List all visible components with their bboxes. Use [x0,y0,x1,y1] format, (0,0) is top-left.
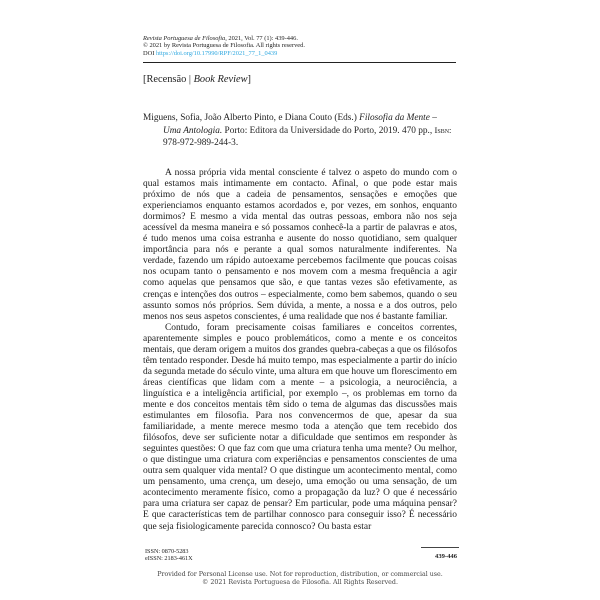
book-citation [143,112,457,149]
section-label-en: Book Review [193,74,248,85]
article-page [143,0,457,600]
open-bracket: [ [143,74,147,85]
doi-label: DOI [143,49,155,57]
body-paragraph: A nossa própria vida mental consciente é talvez o aspeto do mundo com o qual estamos mais intimamente em contacto. Afinal, o que pode estar mais próximo de nós que a cadeia de pensamentos, sensações e emoções que experienciamos enquanto estamos acordados e, por vezes, em sonhos, enquanto dormimos? E mesmo a vida mental das outras pessoas, embora não nos seja acessível da mesma maneira e só possamos conhecê-la a partir de palavras e atos, é tudo menos uma coisa estranha e ausente do nosso quotidiano, sem qualquer importância para nós e perante a qual somos naturalmente indiferentes. Na verdade, fazendo um rápido autoexame percebemos facilmente que poucas coisas nos ocupam tanto o pensamento e nos movem com a mesma frequência a agir como aquelas que pensamos que são, e que tantas vezes são efetivamente, as crenças e intenções dos outros – especialmente, como bem sabemos, quando o seu assunto somos nós próprios. Sem dúvida, a mente, a nossa e a dos outros, pelo menos nos seus aspetos conscientes, é uma realidade que nos é bastante familiar. [143,168,457,322]
book-authors: Miguens, Sofia, João Alberto Pinto, e Diana Couto (Eds.) [143,113,360,123]
journal-name: Revista Portuguesa de Filosofia [143,35,226,42]
copyright-line: © 2021 by Revista Portuguesa de Filosofia. All rights reserved. [143,42,305,50]
journal-citation-line [143,35,457,42]
license-notice [131,571,469,588]
body-paragraph: Contudo, foram precisamente coisas familiares e conceitos correntes, aparentemente simples e pouco problemáticos, como a mente e os conceitos mentais, que deram origem a muitos dos grandes quebra-cabeças a que os filósofos têm tentado responder. Desde há muito tempo, mas especialmente a partir do início da segunda metade do século vinte, uma altura em que houve um florescimento em áreas científicas que lidam com a mente – a psicologia, a neurociência, a linguística e a inteligência artificial, por exemplo –, os problemas em torno da mente e dos conceitos mentais têm sido o tema de algumas das discussões mais estimulantes em filosofia. Para nos convencermos de que, apesar da sua familiaridade, a mente merece mesmo toda a atenção que tem recebido dos filósofos, deve ser suficiente notar a dificuldade que sentimos em responder às seguintes questões: O que faz com que uma criatura tenha uma mente? Ou melhor, o que distingue uma criatura com experiências e pensamentos conscientes de uma outra sem qualquer vida mental? O que distingue um acontecimento mental, como um pensamento, uma crença, um desejo, uma emoção ou uma sensação, de um acontecimento meramente físico, como a propagação da luz? O que é necessário para uma criatura ser capaz de pensar? Em particular, pode uma máquina pensar? E que características tem de partilhar connosco para conseguir isso? É necessário que seja fisiologicamente parecida connosco? Ou basta estar [143,322,457,532]
isbn-label: Isbn: [434,125,452,135]
issn-print: ISSN: 0870-5283 [145,548,189,555]
header-divider [143,62,456,63]
page-range: 439-446 [435,553,457,560]
journal-masthead [143,35,457,57]
section-label-pt: Recensão [146,74,187,85]
isbn-number: 978-972-989-244-3. [163,138,239,148]
section-label [143,74,251,85]
license-copyright: © 2021 Revista Portuguesa de Filosofia. All Rights Reserved. [202,579,398,587]
review-body [143,168,457,533]
section-separator: | [186,74,194,85]
volume-info: , 2021, Vol. 77 (1): 439-446. [225,35,298,42]
book-title: Filosofia da Mente – Uma Antologia. [163,113,437,136]
doi-link[interactable]: https://doi.org/10.17990/RPF/2021_77_1_0439 [155,49,278,57]
issn-block [145,548,193,563]
issn-electronic: eISSN: 2183-461X [145,555,193,563]
close-bracket: ] [247,74,251,85]
doi-line [143,50,457,57]
book-publisher: Porto: Editora da Universidade do Porto, 2019. 470 pp., [222,126,435,136]
license-line: Provided for Personal License use. Not for reproduction, distribution, or commercial use. [157,571,443,578]
footer-divider [421,547,459,548]
